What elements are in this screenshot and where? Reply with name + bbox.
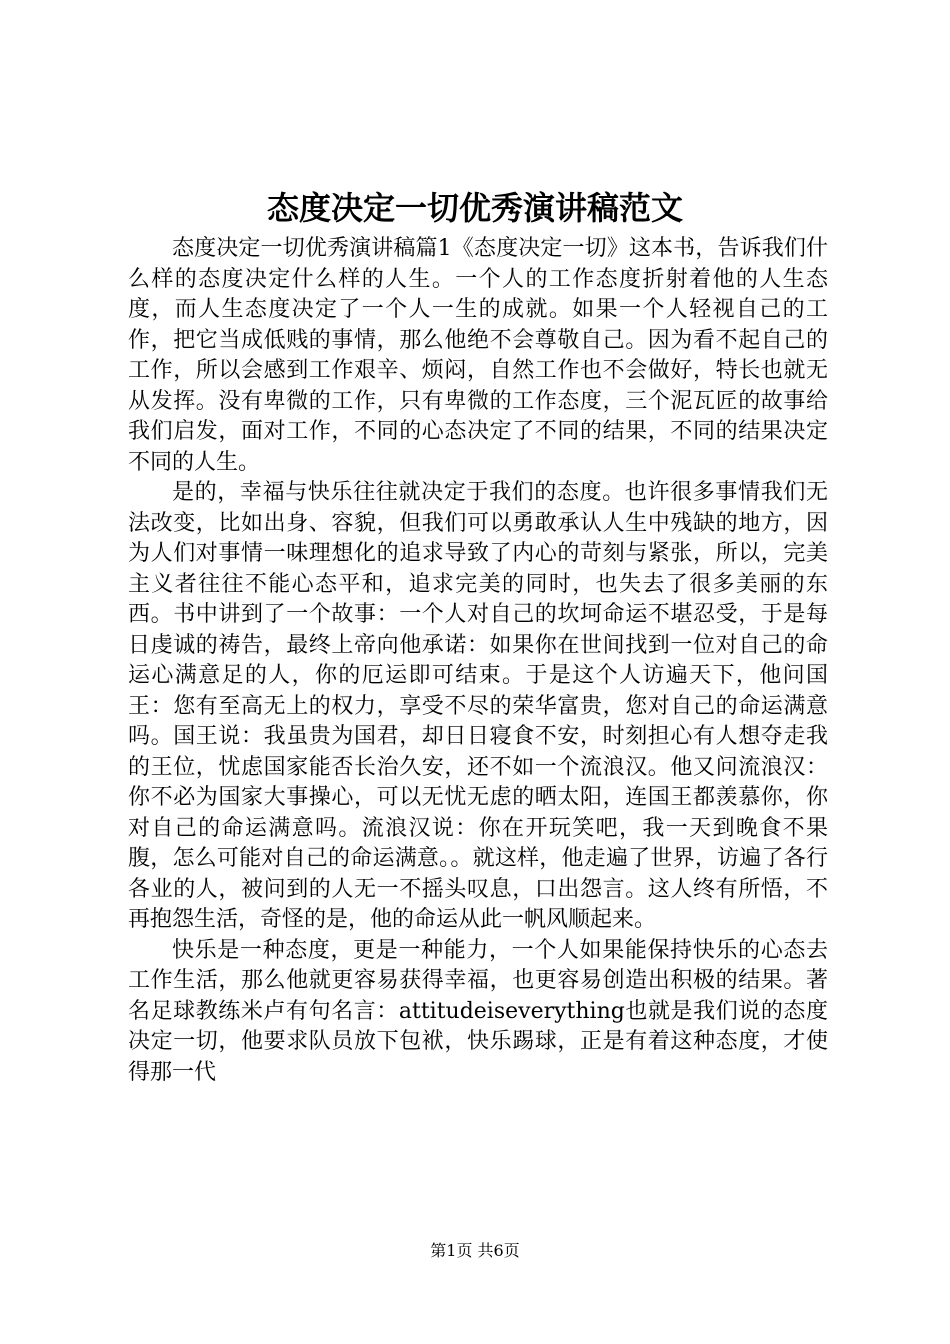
paragraph: 是的，幸福与快乐往往就决定于我们的态度。也许很多事情我们无法改变，比如出身、容貌，但我们可以勇敢承认人生中残缺的地方，因为人们对事情一味理想化的追求导致了内心的苛刻与紧张，所以，完美主义者往往不能心态平和，追求完美的同时，也失去了很多美丽的东西。书中讲到了一个故事：一个人对自己的坎坷命运不堪忍受，于是每日虔诚的祷告，最终上帝向他承诺：如果你在世间找到一位对自己的命运心满意足的人，你的厄运即可结束。于是这个人访遍天下，他问国王：您有至高无上的权力，享受不尽的荣华富贵，您对自己的命运满意吗。国王说：我虽贵为国君，却日日寝食不安，时刻担心有人想夺走我的王位，忧虑国家能否长治久安，还不如一个流浪汉。他又问流浪汉：你不必为国家大事操心，可以无忧无虑的晒太阳，连国王都羡慕你，你对自己的命运满意吗。流浪汉说：你在开玩笑吧，我一天到晚食不果腹，怎么可能对自己的命运满意。。就这样，他走遍了世界，访遍了各行各业的人，被问到的人无一不摇头叹息，口出怨言。这人终有所悟，不再抱怨生活，奇怪的是，他的命运从此一帆风顺起来。 <box>128 480 828 932</box>
document-body <box>128 234 828 1088</box>
document-title: 态度决定一切优秀演讲稿范文 <box>266 189 683 227</box>
paragraph: 态度决定一切优秀演讲稿篇1《态度决定一切》这本书，告诉我们什么样的态度决定什么样的人生。一个人的工作态度折射着他的人生态度，而人生态度决定了一个人一生的成就。如果一个人轻视自己的工作，把它当成低贱的事情，那么他绝不会尊敬自己。因为看不起自己的工作，所以会感到工作艰辛、烦闷，自然工作也不会做好，特长也就无从发挥。没有卑微的工作，只有卑微的工作态度，三个泥瓦匠的故事给我们启发，面对工作，不同的心态决定了不同的结果，不同的结果决定不同的人生。 <box>128 236 828 475</box>
paragraph: 快乐是一种态度，更是一种能力，一个人如果能保持快乐的心态去工作生活，那么他就更容易获得幸福，也更容易创造出积极的结果。著名足球教练米卢有句名言：attitudeiseverything也就是我们说的态度决定一切，他要求队员放下包袱，快乐踢球，正是有着这种态度，才使得那一代 <box>128 937 828 1085</box>
page-footer: 第1页 共6页 <box>430 1241 520 1260</box>
